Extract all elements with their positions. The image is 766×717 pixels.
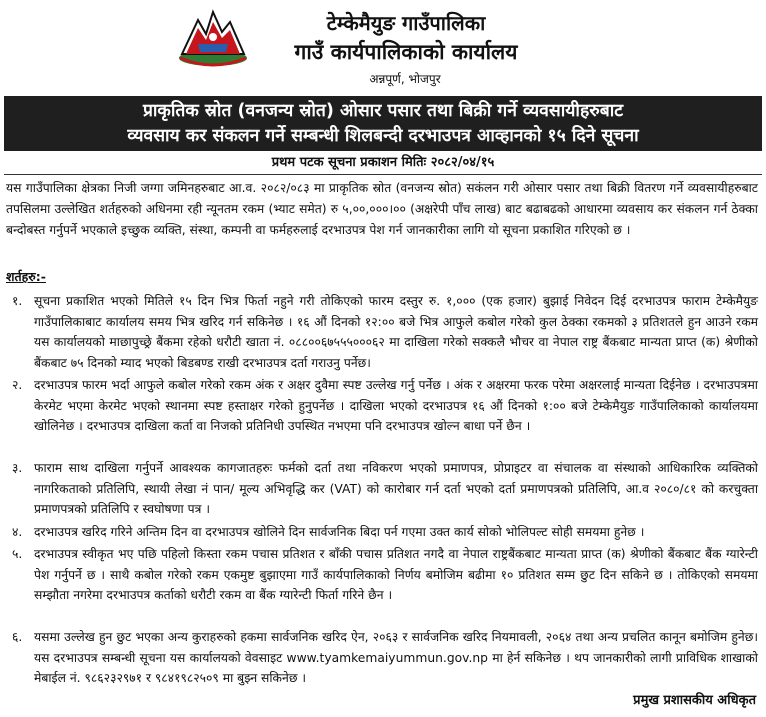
condition-number: २. [12,378,23,392]
condition-number: ४. [12,525,23,539]
condition-text: यसमा उल्लेख हुन छुट भएका अन्य कुराहरुको हकमा सार्वजनिक खरिद ऐन, २०६३ र सार्वजनिक खरिद नियमावली, २०६४ तथा अन्य प्रचलित कानून बमोजिम हुनेछ। यस दरभाउपत्र सम्बन्धी सूचना यस कार्यालयको वेवसाइट www.tyamkemaiyummun.gov.np मा हेर्न सकिनेछ । थप जानकारीको लागी प्राविधिक शाखाको मेबाईल नं. ९८६२३२९७१ र ९८४१९८२५०९ मा बुझ्न सकिनेछ । [34,630,758,685]
letterhead [0,0,766,100]
intro-paragraph: यस गाउँपालिका क्षेत्रका निजी जग्गा जमिनहरुबाट आ.व. २०८२/०८३ मा प्राकृतिक स्रोत (वनजन्य स्रोत) सकंलन गरी ओसार पसार तथा बिक्री वितरण गर्ने व्यवसायीहरुबाट तपसिलमा उल्लेखित शर्तहरुको अधिनमा रही न्यूनतम रकम (भ्याट समेत) रु ५,००,०००।०० (अक्षरेपी पाँच लाख) बाट बढाबढको आधारमा व्यवसाय कर संकलन गर्न ठेक्का बन्दोबस्त गर्नुपर्ने भएकाले इच्छुक व्यक्ति, संस्था, कम्पनी वा फर्महरुलाई दरभाउपत्र पेश गर्न जानकारीका लागि यो सूचना प्रकाशित गरिएको छ । [6,181,758,237]
condition-text: सूचना प्रकाशित भएको मितिले १५ दिन भित्र फिर्ता नहुने गरी तोकिएको फारम दस्तुर रु. १,००० (एक हजार) बुझाई निवेदन दिई दरभाउपत्र फाराम टेम्केमैयुङ गाउँपालिकाबाट कार्यालय समय भित्र खरिद गर्न सकिनेछ । १६ औं दिनको १२:०० बजे भित्र आफुले कबोल गरेको कुल ठेक्का रकमको ३ प्रतिशतले हुन आउने रकम यस कार्यालयको माछापुच्छ्रे बैंकमा रहेको धरौटी खाता नं. ०८८००६७५५५०००६२ मा दाखिला गरेको सक्कलै भौचर वा नेपाल राष्ट्र बैंकबाट मान्यता प्राप्त (क) श्रेणीको बैंकबाट ७५ दिनको म्याद भएको बिडबण्ड राखी दरभाउपत्र दर्ता गराउनु पर्नेछ। [34,294,758,370]
condition-number: ६. [12,630,23,644]
condition-text: दरभाउपत्र खरिद गरिने अन्तिम दिन वा दरभाउपत्र खोलिने दिन सार्वजनिक बिदा पर्न गएमा उक्त कार्य सोको भोलिपल्ट सोही समयमा हुनेछ । [34,525,645,539]
office-name: गाउँ कार्यपालिकाको कार्यालय [294,40,518,64]
publish-date: प्रथम पटक सूचना प्रकाशन मितिः २०८२/०४/१५ [271,155,495,170]
divider [4,174,762,175]
condition-number: १. [12,294,23,308]
condition-text: दरभाउपत्र स्वीकृत भए पछि पहिलो किस्ता रकम पचास प्रतिशत र बाँकी पचास प्रतिशत नगदै वा नेपाल राष्ट्रबैंकबाट मान्यता प्राप्त (क) श्रेणीको बैंकबाट बैंक ग्यारेन्टी पेश गर्नुपर्ने छ । साथै कबोल गरेको रकम एकमुष्ट बुझाएमा गाउँ कार्यपालिकाको निर्णय बमोजिम बढीमा १० प्रतिशत सम्म छुट दिन सकिने छ । तोकिएको समयमा सम्झौता नगरेमा दरभाउपत्र कर्ताको धरौटी रकम वा बैंक ग्यारेन्टी फिर्ता गरिने छैन । [34,547,758,602]
notice-title-line2: व्यवसाय कर संकलन गर्ने सम्बन्धी शिलबन्दी दरभाउपत्र आव्हानको १५ दिने सूचना [127,126,639,146]
condition-text: फाराम साथ दाखिला गर्नुपर्ने आवश्यक कागजातहरुः फर्मको दर्ता तथा नविकरण भएको प्रमाणपत्र, प्रोप्राइटर वा संचालक वा संस्थाको आधिकारिक व्यक्तिको नागरिकताको प्रतिलिपि, स्थायी लेखा नं पान/ मूल्य अभिवृद्धि कर (VAT) को कारोबार गर्न दर्ता भएको दर्ता प्रमाणपत्रको प्रतिलिपि, आ.व २०८०/८१ को करचुक्ता प्रमाणपत्रको प्रतिलिपि र स्वघोषणा पत्र । [34,461,758,516]
condition-text: दरभाउपत्र फारम भर्दा आफुले कबोल गरेको रकम अंक र अक्षर दुवैमा स्पष्ट उल्लेख गर्नु पर्नेछ । अंक र अक्षरमा फरक परेमा अक्षरलाई मान्यता दिईनेछ । दरभाउपत्रमा केरमेट भएमा केरमेट भएको स्थानमा स्पष्ट हस्ताक्षर गरेको हुनुपर्नेछ । दाखिला भएको दरभाउपत्र १६ औं दिनको १:०० बजे टेम्केमैयुङ गाउँपालिकाको कार्यालयमा खोलिनेछ । दरभाउपत्र दाखिला कर्ता वा निजको प्रतिनिधी उपस्थित नभएमा पनि दरभाउपत्र खोल्न बाधा पर्ने छैन । [34,378,758,433]
signatory-title: प्रमुख प्रशासकीय अधिकृत [633,693,756,708]
municipality-name: टेम्केमैयुङ गाउँपालिका [326,11,486,35]
notice-title-band [4,96,762,151]
conditions-heading: शर्तहरु:- [6,269,46,284]
condition-number: ५. [12,547,23,561]
notice-title-line1: प्राकृतिक स्रोत (वनजन्य स्रोत) ओसार पसार तथा बिक्री गर्ने व्यवसायीहरुबाट [142,101,624,121]
office-location: अन्नपूर्ण, भोजपुर [369,72,441,86]
condition-number: ३. [12,461,23,475]
